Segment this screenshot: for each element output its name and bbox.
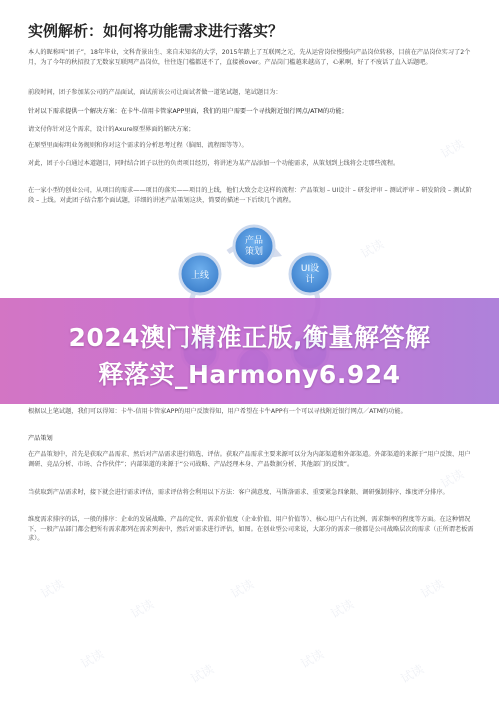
planning-paragraph: 在产品策划中，首先是获取产品需求、然后对产品需求进行筛选、评估。获取产品需求主要来源可以分为内部渠道和外部渠道。外部渠道的来源于“用户反馈、用户调研、竞品分析、市场、合作伙伴”；内部渠道的来源于“公司战略、产品经理本身、产品数据分析、其他部门的反馈”。 [28,451,471,468]
watermark-text: 试读 [418,576,447,601]
page-title: 实例解析：如何将功能需求进行落实？ [28,22,284,40]
node-label: 产品 [244,236,264,246]
watermark-text: 试读 [438,466,467,491]
banner-line-2: 释落实_Harmony6.924 [98,360,401,389]
node-label: 计 [305,275,315,285]
question-paragraph: 针对以下需求提供一个解决方案：在卡牛-信用卡管家APP里面，我们的用户需要一个寻找附近银行网点/ATM的功能； [28,108,348,115]
node-launch [180,254,220,294]
banner-line-1: 2024澳门精准正版,衡量解答解 [68,323,431,352]
requirement-1: 请文付你针对这个需求，设计的Axure原型界面的解决方案； [28,126,195,133]
title-banner [0,298,499,404]
ranking-paragraph: 维度需求排序的话，一般的排序：企业的发展战略、产品的定位、需求价值度（企业价值、用户价值等）、核心用户占有比例、需求频率的程度等方面。在这种情况下，一般产品部门都会把所有需求都列在需求列表中，然后对需求进行评估，如图。在创业型公司来说，大部分的需求一般都是公司战略层次的需求（正所谓老板需求）。 [28,516,474,543]
interview-paragraph: 前段时间，团子参加某公司的产品面试，面试前该公司让面试者做一道笔试题，笔试题目为： [28,89,282,96]
watermark-text: 试读 [78,646,107,671]
watermark-text: 试读 [128,596,157,621]
intro-paragraph: 本人的昵称叫“团子”，18年毕业，文科背景出生、来自末知名的大学，2015年踏上了互联网之元，先从运营岗位慢慢向产品岗位转移，目前在产品岗位实习了2个月，为了今年的秋招投了无数家互联网产品岗位，往往连门槛都迸不了，直接被over。产品岗门槛越来越高了，心累啊，好了不废话了直入话题吧。 [28,49,471,66]
watermark-text: 试读 [188,661,217,686]
process-paragraph: 在一家小型的创业公司，从项目的需求——项目的落实——项目的上线，他们大致会走这样的流程：产品策划 – UI设计 – 研发评审 – 测试评审 – 研发阶段 – 测试阶段 – 上线。对此团子结合那个面试题，详细的讲述产品策划这块，简要的描述一下后续几个流程。 [28,187,472,204]
node-ui-design [290,254,330,294]
node-product-planning [234,226,274,266]
evaluation-paragraph: 当获取到产品需求时，接下就会进行需求评估，需求评估将会利用以下方法：客户满意度、马斯洛需求、重要紧急四象限、调研强制排序、维度评分排序。 [28,489,449,496]
node-label: UI设 [300,264,320,274]
watermark-text: 试读 [298,646,327,671]
node-label: 策划 [244,247,264,257]
watermark-text: 试读 [438,136,467,161]
watermark-text: 试读 [228,576,257,601]
watermark-text: 试读 [398,661,427,686]
analysis-paragraph: 根据以上笔试题，我们可以得知：卡牛-信用卡管家APP的用户反馈得知，用户希望在卡牛APP有一个可以寻找附近银行网点／ATM的功能。 [28,408,407,415]
watermark-text: 试读 [358,236,387,261]
requirement-2: 在原型里面标明业务规则和你对这个需求的分析思考过程（脑图、流程图等等）。 [28,142,248,149]
approach-paragraph: 对此，团子小白通过本道题目，同时结合团子以往的负责项目经历，将讲述为某产品添加一个功能需求，从策划到上线将会走那些流程。 [28,160,400,167]
node-label: 上线 [190,271,210,281]
watermark-text: 试读 [38,576,67,601]
watermark-text: 试读 [328,596,357,621]
section-heading-product-planning: 产品策划 [28,435,53,442]
